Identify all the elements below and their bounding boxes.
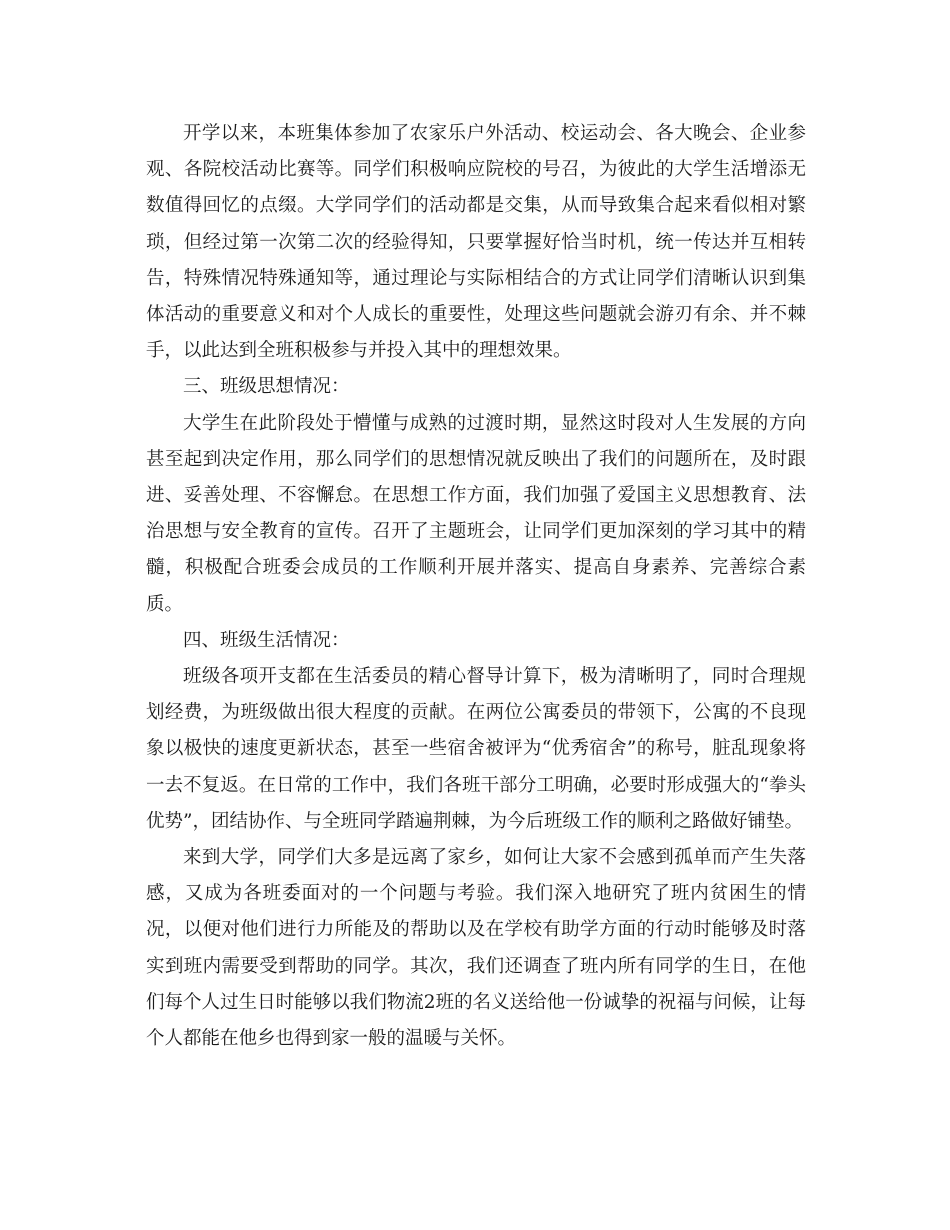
section-heading-thought: 三、班级思想情况： (183, 376, 350, 398)
paragraph-thought: 大学生在此阶段处于懵懂与成熟的过渡时期，显然这时段对人生发展的方向甚至起到决定作用，那么同学们的思想情况就反映出了我们的问题所在，及时跟进、妥善处理、不容懈怠。在思想工作方面，我们加强了爱国主义思想教育、法治思想与安全教育的宣传。召开了主题班会，让同学们更加深刻的学习其中的精髓，积极配合班委会成员的工作顺利开展并落实、提高自身素养、完善综合素质。 (146, 412, 806, 615)
paragraph-life: 班级各项开支都在生活委员的精心督导计算下，极为清晰明了，同时合理规划经费，为班级做出很大程度的贡献。在两位公寓委员的带领下，公寓的不良现象以极快的速度更新状态，甚至一些宿舍被评为“优秀宿舍”的称号，脏乱现象将一去不复返。在日常的工作中，我们各班干部分工明确，必要时形成强大的“拳头优势”，团结协作、与全班同学踏遍荆棘，为今后班级工作的顺利之路做好铺垫。 (146, 666, 806, 832)
paragraph-care: 来到大学，同学们大多是远离了家乡，如何让大家不会感到孤单而产生失落感，又成为各班委面对的一个问题与考验。我们深入地研究了班内贫困生的情况，以便对他们进行力所能及的帮助以及在学校有助学方面的行动时能够及时落实到班内需要受到帮助的同学。其次，我们还调查了班内所有同学的生日，在他们每个人过生日时能够以我们物流2班的名义送给他一份诚挚的祝福与问候，让每个人都能在他乡也得到家一般的温暖与关怀。 (146, 847, 806, 1050)
section-heading-life: 四、班级生活情况： (183, 629, 350, 651)
paragraph-activities: 开学以来，本班集体参加了农家乐户外活动、校运动会、各大晚会、企业参观、各院校活动比赛等。同学们积极响应院校的号召，为彼此的大学生活增添无数值得回忆的点缀。大学同学们的活动都是交集，从而导致集合起来看似相对繁琐，但经过第一次第二次的经验得知，只要掌握好恰当时机，统一传达并互相转告，特殊情况特殊通知等，通过理论与实际相结合的方式让同学们清晰认识到集体活动的重要意义和对个人成长的重要性，处理这些问题就会游刃有余、并不棘手，以此达到全班积极参与并投入其中的理想效果。 (146, 123, 806, 362)
document-body (146, 116, 806, 1057)
